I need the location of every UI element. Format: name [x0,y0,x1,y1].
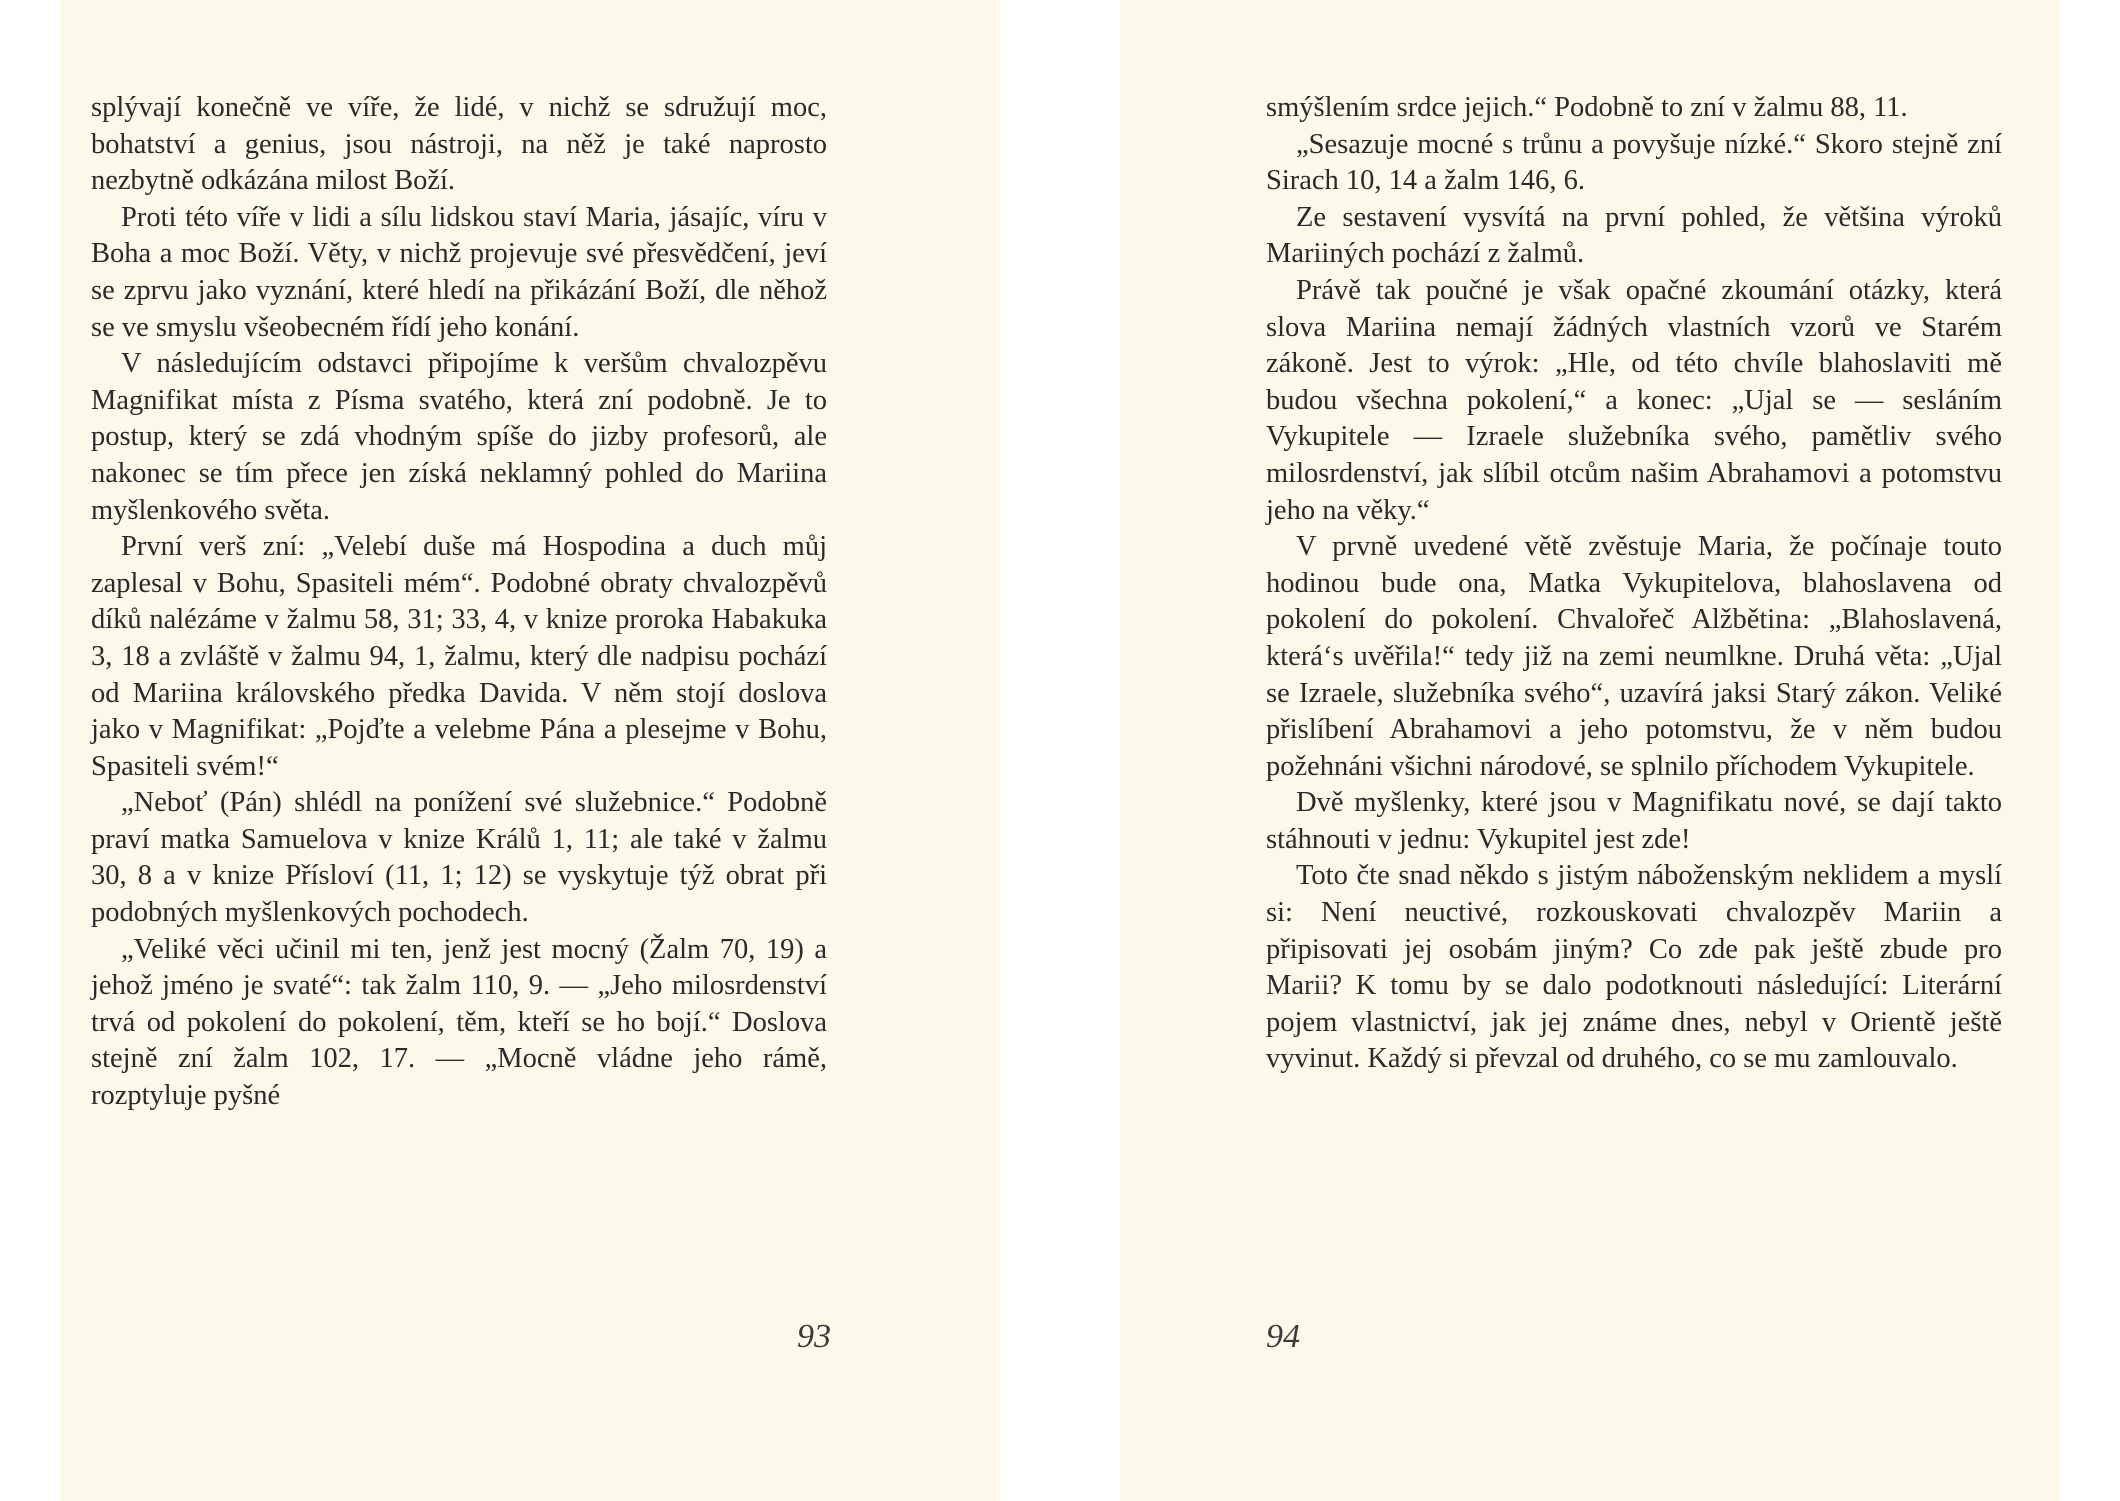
left-page-text [91,90,827,1115]
paragraph: Právě tak poučné je však opačné zkoumání otázky, která slova Mariina nemají žádných vlastních vzorů ve Starém zákoně. Jest to výrok: „Hle, od této chvíle blahoslaviti mě budou všechna pokolení,“ a konec: „Ujal se — sesláním Vykupitele — Izraele služebníka svého, pamětliv svého milosrdenství, jak slíbil otcům našim Abrahamovi a potomstvu jeho na věky.“ [1266,274,2002,526]
paragraph: První verš zní: „Velebí duše má Hospodina a duch můj zaplesal v Bohu, Spasiteli mém“. Podobné obraty chvalozpěvů díků nalézáme v žalmu 58, 31; 33, 4, v knize proroka Habakuka 3, 18 a zvláště v žalmu 94, 1, žalmu, který dle nadpisu pochází od Mariina královského předka Davida. V něm stojí doslova jako v Magnifikat: „Pojďte a velebme Pána a plesejme v Bohu, Spasiteli svém!“ [91,531,827,782]
paragraph: smýšlením srdce jejich.“ Podobně to zní v žalmu 88, 11. [1266,92,1908,123]
paragraph: Ze sestavení vysvítá na první pohled, že většina výroků Mariiných pochází z žalmů. [1266,201,2002,270]
page-number: 93 [797,1318,831,1355]
right-page [1120,0,2060,1501]
right-page-text [1266,90,2002,1078]
paragraph: V následujícím odstavci připojíme k veršům chvalozpěvu Magnifikat místa z Písma svatého, která zní podobně. Je to postup, který se zdá vhodným spíše do jizby profesorů, ale nakonec se tím přece jen získá neklamný pohled do Mariina myšlenkového světa. [91,348,827,526]
paragraph: Dvě myšlenky, které jsou v Magnifikatu nové, se dají takto stáhnouti v jednu: Vykupitel jest zde! [1266,787,2002,855]
paragraph: „Sesazuje mocné s trůnu a povyšuje nízké.“ Skoro stejně zní Sirach 10, 14 a žalm 146, 6. [1266,128,2002,197]
paragraph: „Neboť (Pán) shlédl na ponížení své služebnice.“ Podobně praví matka Samuelova v knize Králů 1, 11; ale také v žalmu 30, 8 a v knize Přísloví (11, 1; 12) se vyskytuje týž obrat při podobných myšlenkových pochodech. [91,787,827,929]
paragraph: Proti této víře v lidi a sílu lidskou staví Maria, jásajíc, víru v Boha a moc Boží. Věty, v nichž projevuje své přesvědčení, jeví se zprvu jako vyznání, které hledí na přikázání Boží, dle něhož se ve smyslu všeobecném řídí jeho konání. [91,201,827,343]
gutter [1000,0,1120,1501]
paragraph: „Veliké věci učinil mi ten, jenž jest mocný (Žalm 70, 19) a jehož jméno je svaté“: tak žalm 110, 9. — „Jeho milosrdenství trvá od pokolení do pokolení, těm, kteří se ho bojí.“ Doslova stejně zní žalm 102, 17. — „Mocně vládne jeho rámě, rozptyluje pyšné [91,933,827,1112]
paragraph: Toto čte snad někdo s jistým náboženským neklidem a myslí si: Není neuctivé, rozkouskovati chvalozpěv Mariin a připisovati jej osobám jiným? Co zde pak ještě zbude pro Marii? K tomu by se dalo podotknouti následující: Literární pojem vlastnictví, jak jej známe dnes, nebyl v Orientě ještě vyvinut. Každý si převzal od druhého, co se mu zamlouvalo. [1266,860,2002,1075]
left-page [60,0,1000,1501]
page-number: 94 [1266,1318,1300,1355]
paragraph: V prvně uvedené větě zvěstuje Maria, že počínaje touto hodinou bude ona, Matka Vykupitelova, blahoslavena od pokolení do pokolení. Chvalořeč Alžbětina: „Blahoslavená, která‘s uvěřila!“ tedy již na zemi neumlkne. Druhá věta: „Ujal se Izraele, služebníka svého“, uzavírá jaksi Starý zákon. Veliké přislíbení Abrahamovi a jeho potomstvu, že v něm budou požehnáni všichni národové, se splnilo příchodem Vykupitele. [1266,531,2002,782]
paragraph: splývají konečně ve víře, že lidé, v nichž se sdružují moc, bohatství a genius, jsou nástroji, na něž je také naprosto nezbytně odkázána milost Boží. [91,92,827,197]
